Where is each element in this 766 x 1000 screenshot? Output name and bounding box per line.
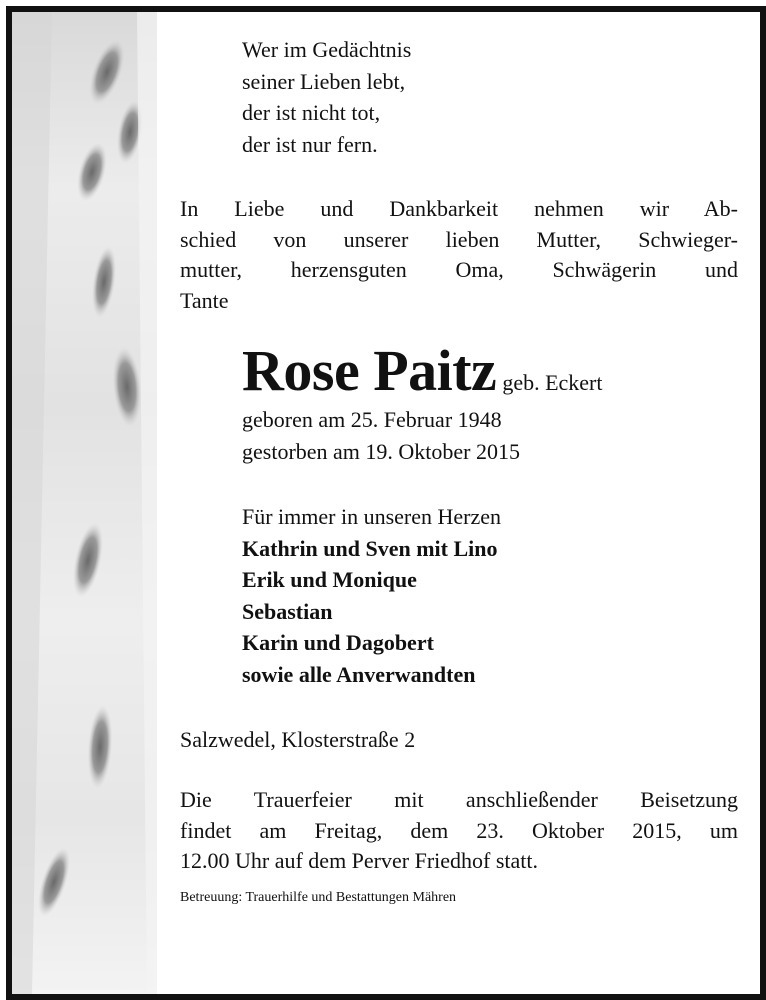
ceremony-line: 12.00 Uhr auf dem Perver Friedhof statt. (180, 848, 539, 873)
memorial-poem (242, 34, 738, 160)
intro-line: schied von unserer lieben Mutter, Schwieger- (180, 226, 738, 252)
mourner-entry: sowie alle Anverwandten (242, 661, 476, 687)
death-date: gestorben am 19. Oktober 2015 (242, 438, 520, 464)
footprints-in-sand-image (12, 12, 157, 994)
life-dates (242, 404, 738, 467)
mourner-entry: Erik und Monique (242, 567, 417, 592)
ceremony-line: Die Trauerfeier mit anschließender Beisetzung (180, 787, 738, 812)
funeral-home-credit: Betreuung: Trauerhilfe und Bestattungen Mähren (180, 889, 457, 905)
poem-line: der ist nicht tot, (242, 100, 381, 125)
poem-line: der ist nur fern. (242, 131, 378, 157)
family-address: Salzwedel, Klosterstraße 2 (180, 727, 416, 752)
farewell-intro (180, 194, 738, 316)
mourners-list (242, 501, 738, 690)
birth-date: geboren am 25. Februar 1948 (242, 407, 502, 432)
ceremony-line: findet am Freitag, dem 23. Oktober 2015, um (180, 817, 738, 843)
mourners-heading: Für immer in unseren Herzen (242, 504, 502, 529)
poem-line: Wer im Gedächtnis (242, 37, 412, 62)
intro-line: Tante (180, 287, 229, 313)
funeral-ceremony-notice (180, 785, 738, 877)
obituary-frame (6, 6, 766, 1000)
deceased-name-line (242, 338, 738, 404)
mourner-entry: Kathrin und Sven mit Lino (242, 535, 498, 561)
intro-line: mutter, herzensguten Oma, Schwägerin und (180, 257, 738, 282)
intro-line: In Liebe und Dankbarkeit nehmen wir Ab- (180, 196, 738, 221)
maiden-name: geb. Eckert (502, 370, 603, 395)
mourner-entry: Karin und Dagobert (242, 630, 434, 655)
mourner-entry: Sebastian (242, 598, 333, 624)
deceased-name: Rose Paitz (242, 338, 497, 403)
deceased-info (242, 338, 738, 467)
obituary-text (180, 34, 738, 907)
poem-line: seiner Lieben lebt, (242, 68, 406, 94)
